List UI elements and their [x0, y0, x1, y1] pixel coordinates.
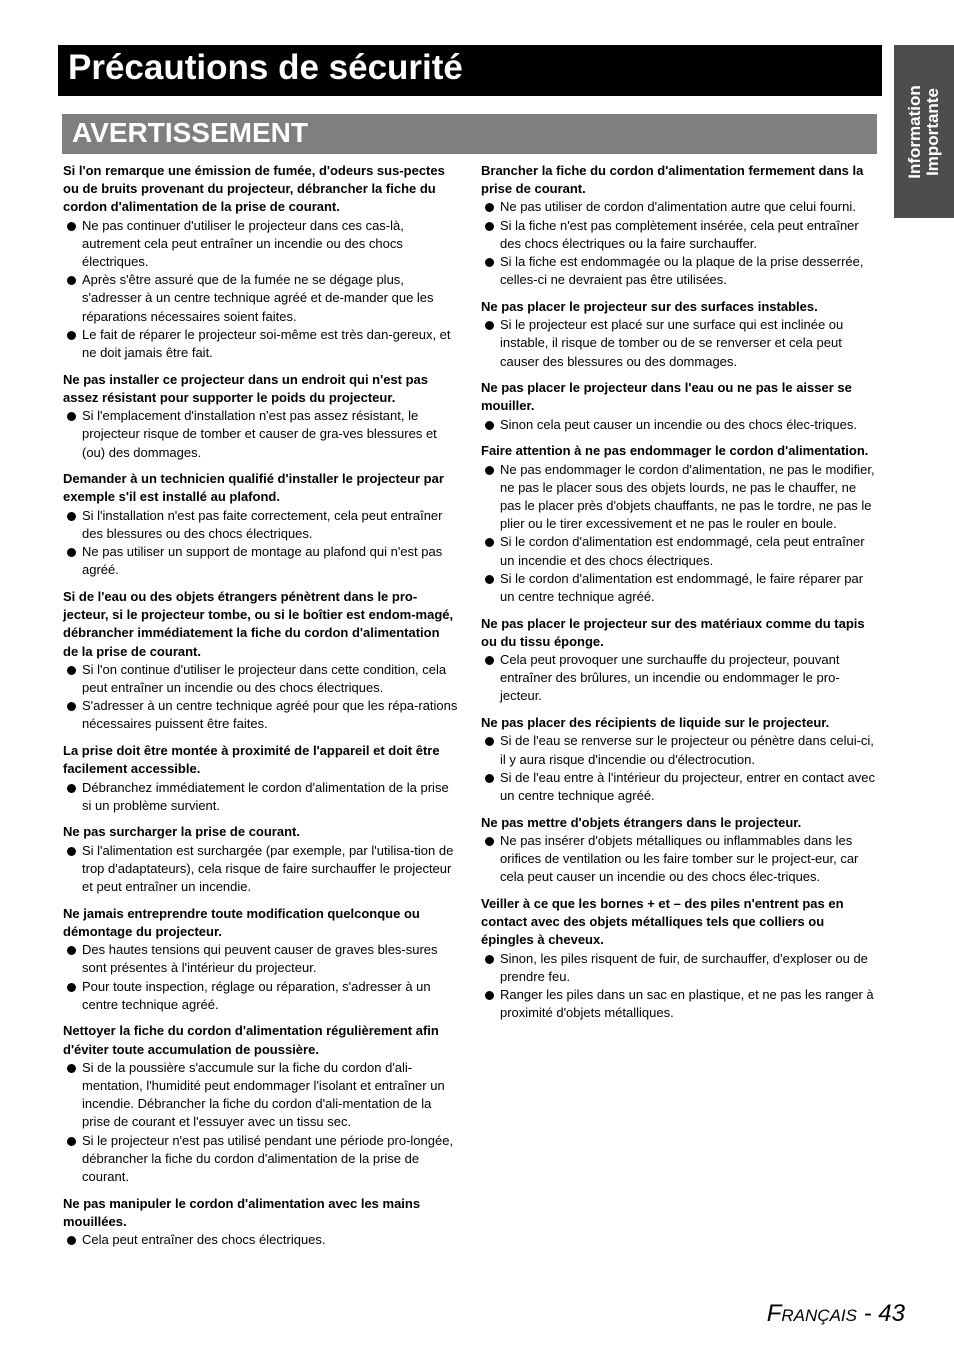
- list-item: [481, 732, 879, 768]
- section-side-tab: [894, 45, 954, 218]
- bullet-text: Cela peut provoquer une surchauffe du projecteur, pouvant entraîner des brûlures, un incendie ou endommager le pro-jecteur.: [500, 652, 840, 704]
- bullet-icon: [67, 702, 76, 711]
- warning-heading: Ne pas mettre d'objets étrangers dans le projecteur.: [481, 814, 802, 830]
- side-tab-line1: Information: [905, 84, 924, 179]
- bullet-icon: [67, 276, 76, 285]
- bullet-text: Sinon cela peut causer un incendie ou des chocs élec-triques.: [500, 416, 857, 432]
- bullet-icon: [485, 321, 494, 330]
- bullet-icon: [485, 538, 494, 547]
- list-item: [63, 1231, 458, 1249]
- bullet-icon: [485, 466, 494, 475]
- warning-bullet-list: [481, 832, 879, 887]
- bullet-text: Si le projecteur est placé sur une surface qui est inclinée ou instable, il risque de tomber ou de se renverser et cela peut causer des blessures ou des dommages.: [500, 317, 844, 369]
- warning-section: [63, 470, 458, 579]
- bullet-text: Si de l'eau se renverse sur le projecteur ou pénètre dans celui-ci, il y aura risque d'incendie ou d'électrocution.: [500, 733, 874, 767]
- warning-section: [481, 814, 879, 887]
- bullet-text: Des hautes tensions qui peuvent causer de graves bles-sures sont présentes à l'intérieur du projecteur.: [82, 942, 438, 976]
- bullet-icon: [67, 784, 76, 793]
- bullet-text: Si l'installation n'est pas faite correctement, cela peut entraîner des blessures ou des chocs électriques.: [82, 507, 443, 541]
- warning-bullet-list: [63, 1059, 458, 1186]
- bullet-icon: [485, 656, 494, 665]
- bullet-text: Si le cordon d'alimentation est endommagé, le faire réparer par un centre technique agréé.: [500, 570, 864, 604]
- warning-section: [481, 442, 879, 606]
- warning-heading: Ne jamais entreprendre toute modification quelconque ou démontage du projecteur.: [63, 905, 420, 939]
- page-footer: [767, 1300, 905, 1328]
- warning-heading: Ne pas placer le projecteur dans l'eau ou ne pas le aisser se mouiller.: [481, 380, 852, 414]
- warning-bullet-list: [63, 407, 458, 462]
- list-item: [481, 416, 879, 434]
- list-item: [481, 769, 879, 805]
- list-item: [481, 832, 879, 887]
- right-column: [481, 162, 879, 1031]
- bullet-text: Ne pas continuer d'utiliser le projecteur dans ces cas-là, autrement cela peut entraîner un incendie ou des chocs électriques.: [82, 217, 404, 270]
- warning-bullet-list: [481, 461, 879, 607]
- list-item: [481, 198, 879, 216]
- bullet-icon: [67, 666, 76, 675]
- list-item: [63, 326, 458, 362]
- bullet-text: Si le cordon d'alimentation est endommagé, cela peut entraîner un incendie et des chocs électriques.: [500, 534, 865, 568]
- warning-section: [481, 162, 879, 289]
- warning-section: [63, 823, 458, 896]
- bullet-text: Ne pas utiliser un support de montage au plafond qui n'est pas agréé.: [82, 544, 443, 578]
- bullet-text: Ne pas utiliser de cordon d'alimentation autre que celui fourni.: [500, 199, 856, 215]
- bullet-text: Si de l'eau entre à l'intérieur du projecteur, entrer en contact avec un centre technique agréé.: [500, 769, 875, 803]
- bullet-text: Si le projecteur n'est pas utilisé pendant une période pro-longée, débrancher la fiche du cordon d'alimentation de la prise de courant.: [82, 1132, 454, 1185]
- warning-heading: Ne pas installer ce projecteur dans un endroit qui n'est pas assez résistant pour supporter le poids du projecteur.: [63, 371, 429, 405]
- warning-heading: Brancher la fiche du cordon d'alimentation fermement dans la prise de courant.: [481, 163, 864, 197]
- warning-heading: Ne pas placer le projecteur sur des matériaux comme du tapis ou du tissu éponge.: [481, 615, 865, 649]
- warning-heading: Ne pas surcharger la prise de courant.: [63, 824, 300, 840]
- warning-heading: Veiller à ce que les bornes + et – des piles n'entrent pas en contact avec des objets métalliques tels que colliers ou épingles à cheveux.: [481, 896, 844, 948]
- list-item: [63, 507, 458, 543]
- warning-heading: Nettoyer la fiche du cordon d'alimentation régulièrement afin d'éviter toute accumulation de poussière.: [63, 1023, 439, 1057]
- warning-section: [63, 588, 458, 734]
- warning-heading: Ne pas manipuler le cordon d'alimentation avec les mains mouillées.: [63, 1195, 421, 1229]
- warning-section: [481, 714, 879, 805]
- warning-heading: Ne pas placer le projecteur sur des surfaces instables.: [481, 298, 818, 314]
- bullet-text: Après s'être assuré que de la fumée ne se dégage plus, s'adresser à un centre technique agréé et de-mander que les réparations nécessaires soient faites.: [82, 272, 434, 324]
- list-item: [63, 1059, 458, 1132]
- warning-bullet-list: [63, 779, 458, 815]
- side-tab-line2: Importante: [923, 87, 942, 176]
- warning-section: [63, 162, 458, 362]
- footer-language: Français: [766, 1300, 857, 1327]
- bullet-icon: [485, 837, 494, 846]
- bullet-text: Si l'on continue d'utiliser le projecteur dans cette condition, cela peut entraîner un incendie ou des chocs électriques.: [82, 661, 447, 695]
- bullet-text: Ne pas insérer d'objets métalliques ou inflammables dans les orifices de ventilation ou les faire tomber sur le project-eur, car cela peut causer un incendie ou des chocs élec-triques.: [500, 832, 859, 885]
- warning-section: [63, 1022, 458, 1186]
- bullet-icon: [67, 946, 76, 955]
- warning-bullet-list: [481, 732, 879, 805]
- bullet-icon: [67, 512, 76, 521]
- list-item: [63, 941, 458, 977]
- list-item: [63, 543, 458, 579]
- warning-section: [63, 1195, 458, 1250]
- warning-bullet-list: [481, 416, 879, 434]
- list-item: [63, 217, 458, 272]
- subtitle-bar: [62, 114, 877, 154]
- list-item: [63, 842, 458, 897]
- bullet-icon: [485, 955, 494, 964]
- footer-separator: -: [856, 1300, 879, 1327]
- list-item: [63, 779, 458, 815]
- warning-section: [63, 905, 458, 1014]
- list-item: [63, 1132, 458, 1187]
- warning-heading: Faire attention à ne pas endommager le cordon d'alimentation.: [481, 443, 869, 459]
- bullet-icon: [67, 548, 76, 557]
- warning-bullet-list: [63, 1231, 458, 1249]
- bullet-icon: [485, 737, 494, 746]
- warning-bullet-list: [481, 950, 879, 1023]
- bullet-icon: [67, 222, 76, 231]
- bullet-icon: [67, 412, 76, 421]
- list-item: [63, 697, 458, 733]
- list-item: [481, 950, 879, 986]
- list-item: [481, 986, 879, 1022]
- bullet-text: Si la fiche est endommagée ou la plaque de la prise desserrée, celles-ci ne devraient pas être utilisées.: [500, 254, 864, 288]
- warning-section: [481, 379, 879, 434]
- bullet-icon: [485, 258, 494, 267]
- side-tab-label: [906, 85, 942, 179]
- bullet-text: S'adresser à un centre technique agréé pour que les répa-rations nécessaires puissent être faites.: [82, 698, 458, 732]
- bullet-icon: [485, 203, 494, 212]
- bullet-icon: [485, 222, 494, 231]
- left-column: [63, 162, 458, 1258]
- warning-section: [481, 298, 879, 371]
- list-item: [63, 271, 458, 326]
- section-subtitle: AVERTISSEMENT: [72, 117, 308, 148]
- bullet-text: Pour toute inspection, réglage ou réparation, s'adresser à un centre technique agréé.: [82, 978, 431, 1012]
- warning-heading: La prise doit être montée à proximité de l'appareil et doit être facilement accessible.: [63, 743, 440, 777]
- bullet-text: Si de la poussière s'accumule sur la fiche du cordon d'ali-mentation, l'humidité peut endommager l'isolant et entraîner un incendie. Débrancher la fiche du cordon d'ali-mentation de la prise de courant et l'essuyer avec un tissu sec.: [82, 1059, 445, 1130]
- bullet-text: Le fait de réparer le projecteur soi-même est très dan-gereux, et ne doit jamais être fait.: [82, 326, 451, 361]
- bullet-text: Si la fiche n'est pas complètement insérée, cela peut entraîner des chocs électriques ou la faire surchauffer.: [500, 217, 859, 251]
- list-item: [481, 533, 879, 569]
- list-item: [481, 316, 879, 371]
- bullet-icon: [67, 847, 76, 856]
- page-title: Précautions de sécurité: [68, 48, 463, 87]
- bullet-text: Si l'emplacement d'installation n'est pas assez résistant, le projecteur risque de tomber et causer de gra-ves blessures et (ou) des dommages.: [82, 408, 437, 460]
- list-item: [481, 651, 879, 706]
- warning-bullet-list: [63, 842, 458, 897]
- list-item: [481, 217, 879, 253]
- bullet-text: Ranger les piles dans un sac en plastique, et ne pas les ranger à proximité d'objets métalliques.: [500, 987, 874, 1021]
- warning-heading: Si l'on remarque une émission de fumée, d'odeurs sus-pectes ou de bruits provenant du projecteur, débrancher la fiche du cordon d'alimentation de la prise de courant.: [63, 163, 445, 215]
- warning-bullet-list: [481, 316, 879, 371]
- list-item: [63, 661, 458, 697]
- bullet-text: Débranchez immédiatement le cordon d'alimentation de la prise si un problème survient.: [82, 779, 449, 813]
- bullet-icon: [67, 1064, 76, 1073]
- bullet-text: Cela peut entraîner des chocs électriques.: [82, 1232, 326, 1248]
- warning-section: [63, 371, 458, 462]
- bullet-icon: [485, 774, 494, 783]
- page-number: 43: [878, 1300, 905, 1327]
- bullet-text: Sinon, les piles risquent de fuir, de surchauffer, d'exploser ou de prendre feu.: [500, 950, 868, 984]
- bullet-icon: [485, 991, 494, 1000]
- list-item: [481, 253, 879, 289]
- list-item: [481, 570, 879, 606]
- bullet-icon: [485, 421, 494, 430]
- bullet-icon: [67, 983, 76, 992]
- page-title-bar: [58, 45, 882, 96]
- warning-bullet-list: [63, 217, 458, 363]
- warning-bullet-list: [63, 507, 458, 580]
- list-item: [481, 461, 879, 534]
- warning-heading: Ne pas placer des récipients de liquide sur le projecteur.: [481, 715, 830, 731]
- bullet-icon: [67, 1236, 76, 1245]
- warning-section: [63, 742, 458, 815]
- warning-section: [481, 895, 879, 1022]
- warning-bullet-list: [63, 661, 458, 734]
- warning-bullet-list: [481, 651, 879, 706]
- warning-heading: Demander à un technicien qualifié d'installer le projecteur par exemple s'il est installé au plafond.: [63, 471, 444, 505]
- bullet-icon: [67, 1137, 76, 1146]
- bullet-text: Si l'alimentation est surchargée (par exemple, par l'utilisa-tion de trop d'adaptateurs), cela risque de faire surchauffer le projecteur et peut entraîner un incendie.: [82, 842, 454, 895]
- bullet-icon: [67, 331, 76, 340]
- warning-bullet-list: [63, 941, 458, 1014]
- list-item: [63, 978, 458, 1014]
- warning-section: [481, 615, 879, 706]
- bullet-text: Ne pas endommager le cordon d'alimentation, ne pas le modifier, ne pas le placer sous des objets lourds, ne pas le chauffer, ne pas le placer près d'objets chauffants, ne pas le tordre, ne pas le plier ou le tirer excessivement et ne pas le rouler en boule.: [500, 461, 875, 532]
- bullet-icon: [485, 575, 494, 584]
- warning-bullet-list: [481, 198, 879, 289]
- list-item: [63, 407, 458, 462]
- warning-heading: Si de l'eau ou des objets étrangers pénètrent dans le pro-jecteur, si le projecteur tombe, ou si le boîtier est endom-magé, débrancher immédiatement la fiche du cordon d'alimentation de la prise de courant.: [63, 588, 454, 659]
